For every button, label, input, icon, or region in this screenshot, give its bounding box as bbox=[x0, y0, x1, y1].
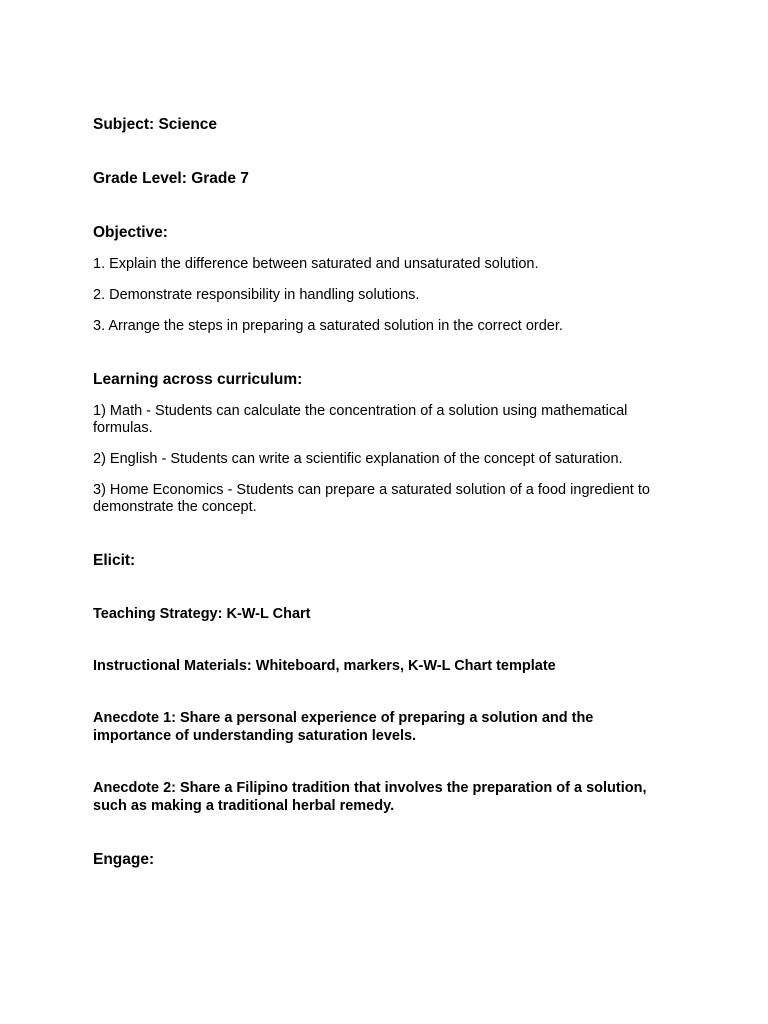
objective-item: 2. Demonstrate responsibility in handling solutions. bbox=[93, 287, 420, 303]
grade-level-heading: Grade Level: Grade 7 bbox=[93, 170, 249, 187]
objective-item: 3. Arrange the steps in preparing a saturated solution in the correct order. bbox=[93, 318, 563, 334]
elicit-heading: Elicit: bbox=[93, 552, 136, 569]
objective-heading: Objective: bbox=[93, 224, 168, 241]
learning-item: 3) Home Economics - Students can prepare a saturated solution of a food ingredient to demonstrate the concept. bbox=[93, 482, 650, 515]
learning-item: 2) English - Students can write a scientific explanation of the concept of saturation. bbox=[93, 451, 623, 467]
learning-heading: Learning across curriculum: bbox=[93, 371, 303, 388]
instructional-materials: Instructional Materials: Whiteboard, markers, K-W-L Chart template bbox=[93, 658, 556, 674]
teaching-strategy: Teaching Strategy: K-W-L Chart bbox=[93, 606, 311, 622]
anecdote-1: Anecdote 1: Share a personal experience of preparing a solution and the importance of understanding saturation levels. bbox=[93, 710, 594, 744]
learning-item: 1) Math - Students can calculate the concentration of a solution using mathematical formulas. bbox=[93, 403, 628, 436]
engage-heading: Engage: bbox=[93, 851, 155, 868]
objective-item: 1. Explain the difference between saturated and unsaturated solution. bbox=[93, 256, 539, 272]
anecdote-2: Anecdote 2: Share a Filipino tradition that involves the preparation of a solution, such as making a traditional herbal remedy. bbox=[93, 780, 647, 814]
subject-heading: Subject: Science bbox=[93, 116, 218, 133]
